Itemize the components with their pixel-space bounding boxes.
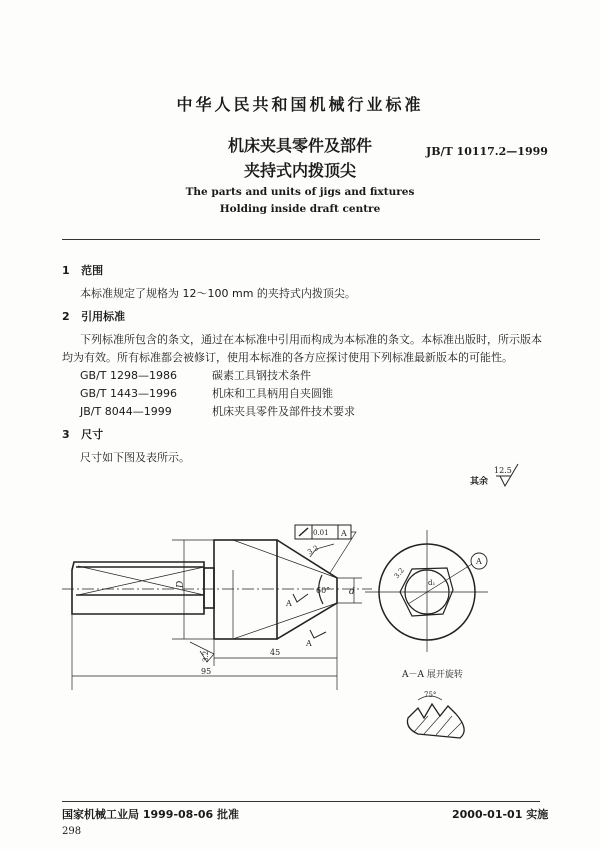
roughness-rest-value: 12.5 [494, 466, 512, 475]
dim-95: 95 [201, 667, 212, 676]
effective-date: 2000-01-01 实施 [452, 808, 549, 821]
angle-label: 60° [316, 586, 331, 595]
section-2-heading: 2 引用标准 [62, 310, 126, 323]
tolerance-value: 0.01 [313, 529, 329, 537]
reference-item: JB/T 8044—1999 机床夹具零件及部件技术要求 [80, 405, 355, 418]
section-1-heading: 1 范围 [62, 264, 104, 277]
section-angle: 75° [424, 691, 437, 699]
doc-title: 机床夹具零件及部件 [227, 136, 372, 155]
datum-label: A [341, 529, 347, 538]
english-title: The parts and units of jigs and fixtures [185, 186, 415, 198]
footer-divider [62, 801, 540, 802]
doc-subtitle: 夹持式内拨顶尖 [243, 161, 356, 180]
dim-d1: d₁ [428, 579, 436, 587]
roughness-hole: 3.2 [392, 566, 406, 581]
section-profile [407, 691, 464, 738]
page-number: 298 [62, 826, 82, 837]
roughness-rest-label: 其余 [470, 477, 489, 487]
end-view [365, 530, 488, 652]
english-subtitle: Holding inside draft centre [219, 203, 381, 215]
section-mark: A [286, 599, 292, 608]
standard-code: JB/T 10117.2—1999 [426, 145, 548, 158]
roughness-cone: 3.2 [306, 543, 320, 557]
dim-45: 45 [270, 648, 281, 657]
runout-icon [299, 528, 308, 536]
section-1-body: 本标准规定了规格为 12～100 mm 的夹持式内拨顶尖。 [80, 287, 356, 300]
issuer-approval: 国家机械工业局 1999-08-06 批准 [62, 808, 240, 821]
roughness-face: 3.2 [202, 650, 210, 662]
section-2-body: 下列标准所包含的条文，通过在本标准中引用而构成为本标准的条文。本标准出版时，所示版本均为有效。所有标准都会被修订，使用本标准的各方应探讨使用下列标准最新版本的可能性。 [62, 333, 542, 364]
section-3-heading: 3 尺寸 [62, 428, 104, 441]
section-3-body: 尺寸如下图及表所示。 [80, 451, 190, 464]
reference-item: GB/T 1443—1996 机床和工具柄用自夹圆锥 [80, 387, 333, 400]
section-title: A－A 展开旋转 [402, 670, 463, 680]
dim-D: D [176, 580, 186, 588]
section-mark: A [306, 639, 312, 648]
detail-callout-label: A [476, 557, 482, 566]
reference-item: GB/T 1298—1986 碳素工具钢技术条件 [80, 369, 311, 382]
dim-d: d [349, 587, 355, 597]
standard-header: 中华人民共和国机械行业标准 [176, 95, 424, 114]
